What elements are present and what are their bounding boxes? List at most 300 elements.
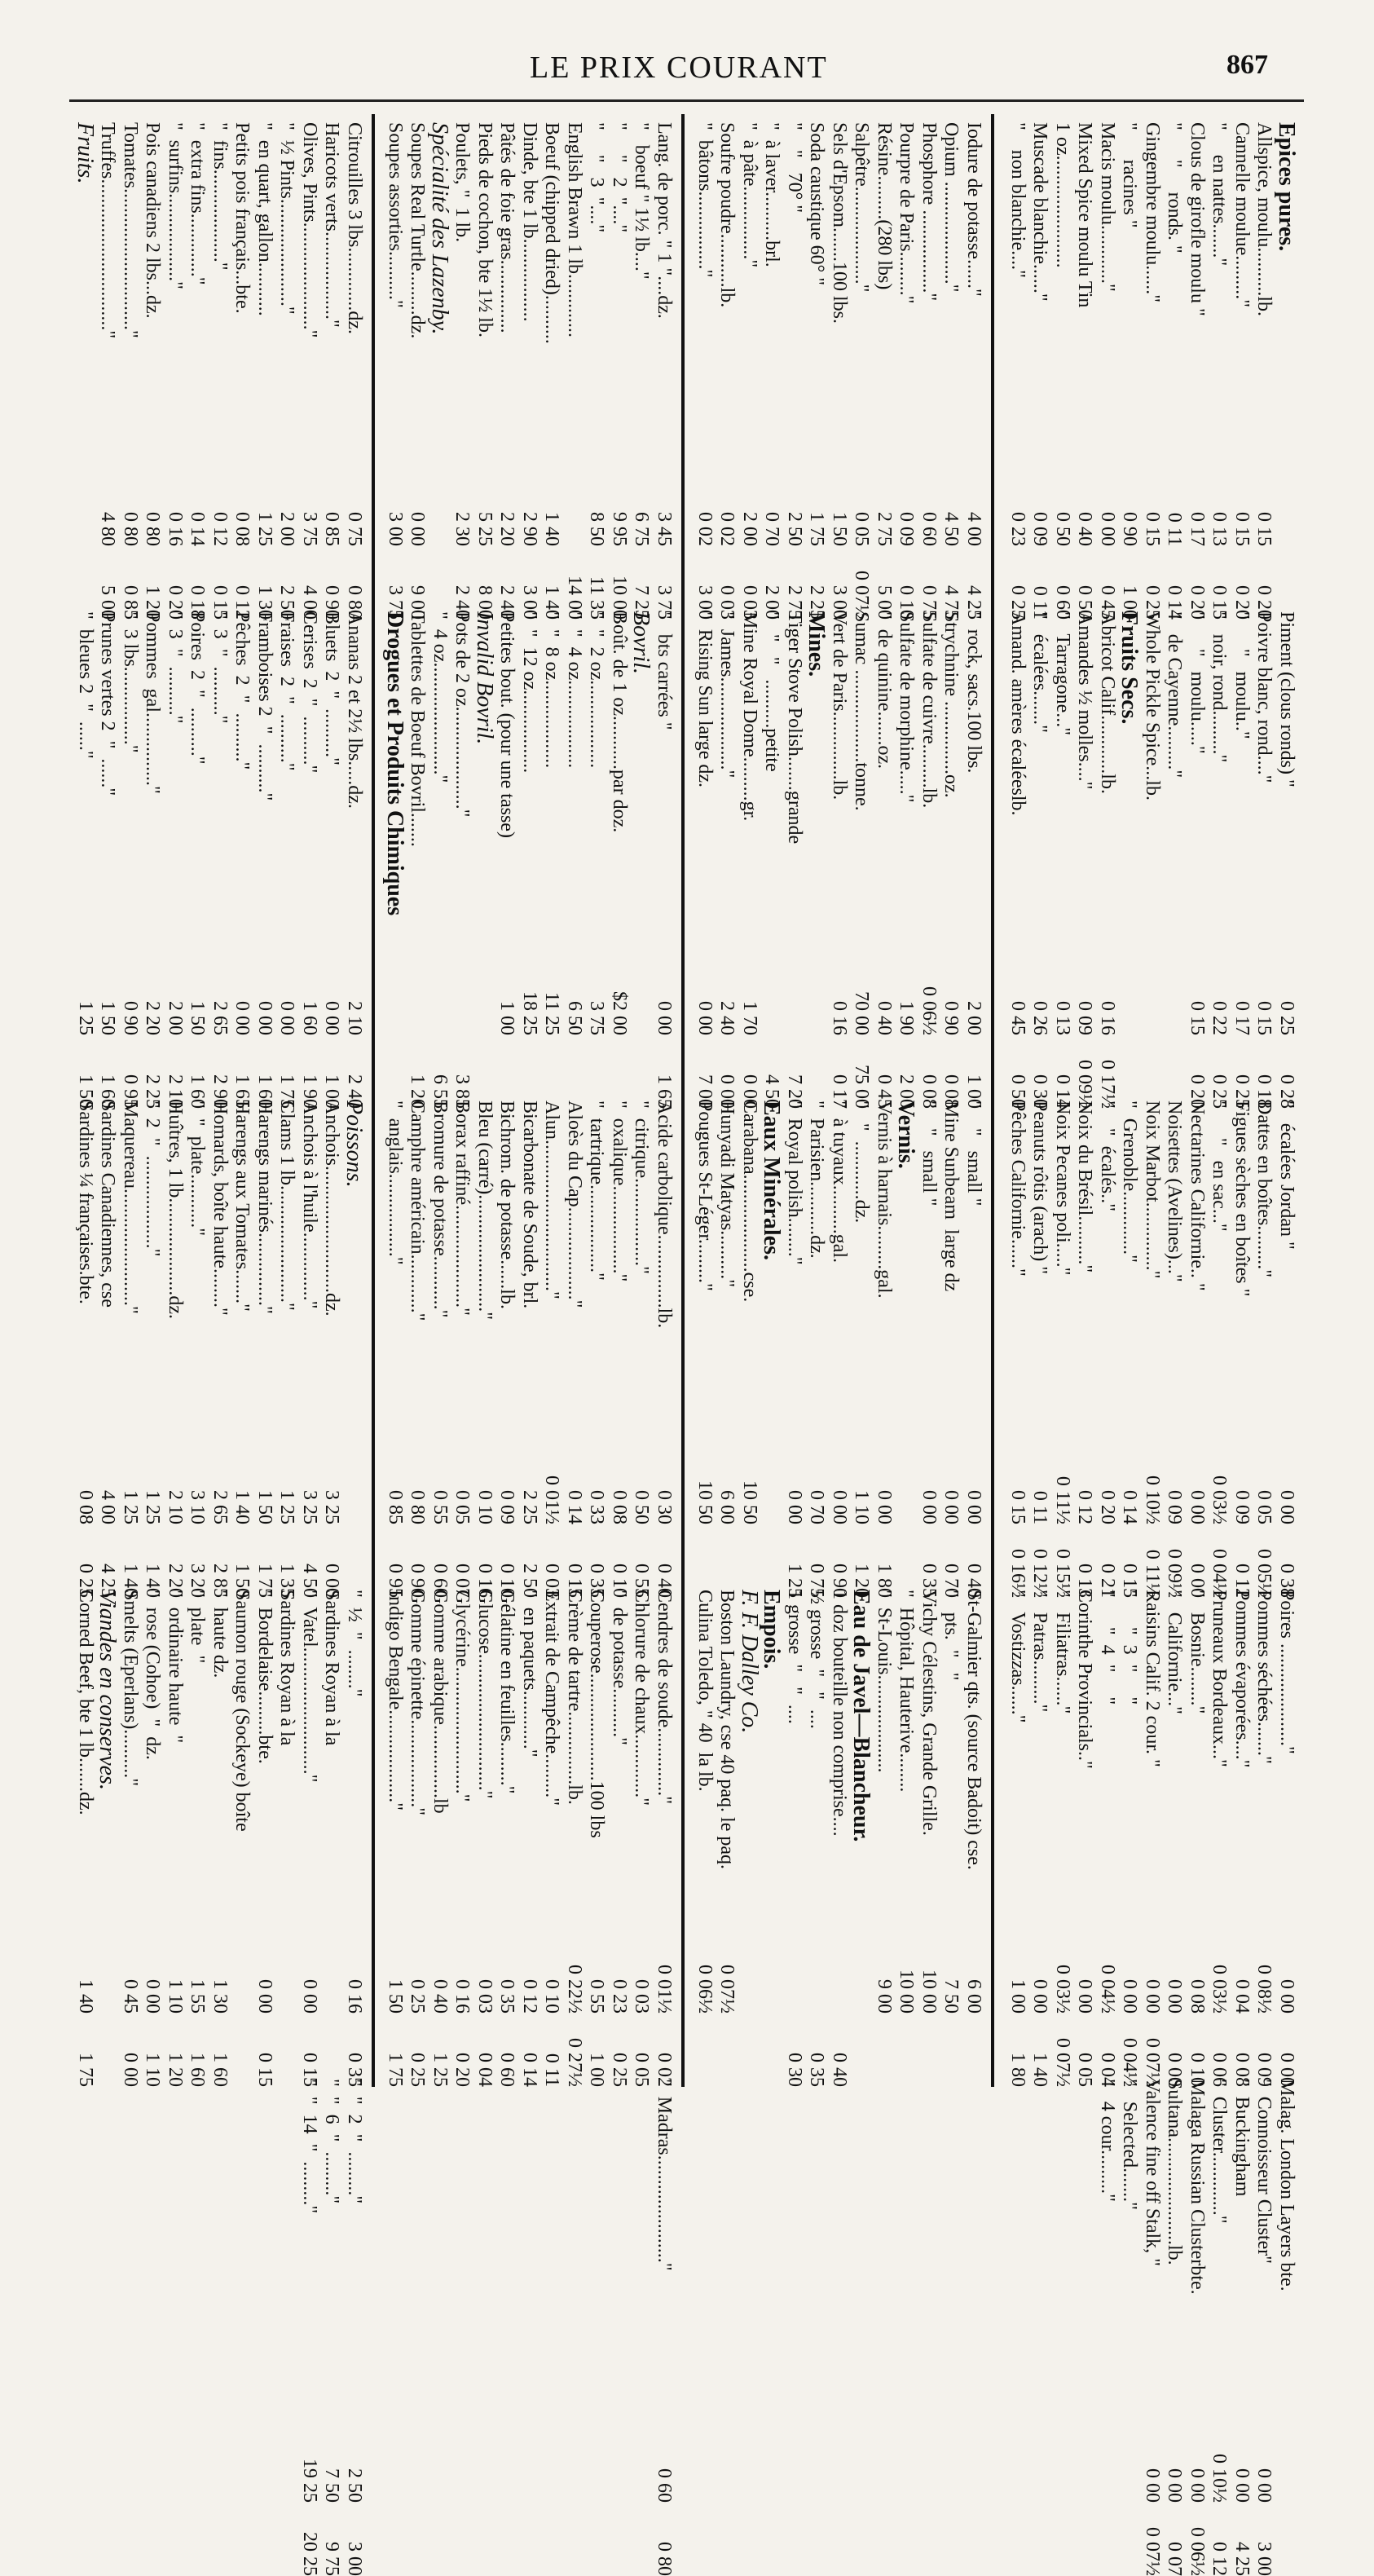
item-label: " Selected.......": [1119, 2079, 1141, 2210]
price-low: 0 08: [609, 1490, 630, 1524]
item-label: " " small ": [963, 1101, 984, 1206]
item-label: Vichy Célestins, Grande Grille.: [918, 1590, 940, 1836]
price-high: 2 25: [806, 585, 828, 620]
price-low: [563, 473, 586, 546]
item-label: " Royal polish........": [784, 1101, 805, 1265]
item-label: Dattes en boîtes.........": [1253, 1101, 1275, 1278]
price-high: 0 25: [1007, 585, 1028, 620]
item-label: Pommes évaporées....": [1231, 1590, 1253, 1768]
item-label: Sardines Canadiennes, cse: [97, 1101, 119, 1308]
price-high: 0 18: [187, 585, 209, 620]
price-low: 0 13: [1052, 1001, 1073, 1035]
price-low: 0 00: [874, 1490, 895, 1524]
price-low: [805, 1940, 828, 2014]
item-label: Pêches 2 " ..........": [231, 611, 253, 770]
price-low: 0 85: [321, 512, 343, 546]
price-band: [376, 114, 685, 2576]
price-high: [716, 2014, 738, 2087]
price-low: 6 00: [963, 1979, 984, 2014]
price-row: [563, 611, 586, 1109]
item-label: Opium .....................": [940, 122, 962, 293]
price-low: 0 55: [429, 1490, 451, 1524]
price-row: [540, 1590, 563, 2087]
item-label: Olives, Pints......................": [299, 122, 320, 338]
item-label: 1 grosse " " ....: [784, 1590, 805, 1724]
price-high: 1 90: [299, 1074, 320, 1109]
item-label: Alun...............................": [541, 1101, 563, 1299]
price-low: 1 50: [187, 1001, 209, 1035]
price-high: 0 17: [829, 1074, 850, 1109]
price-low: 0 17: [1187, 512, 1208, 546]
price-high: 0 15: [1209, 585, 1231, 620]
price-high: 0 08: [918, 1074, 940, 1109]
price-low: 0 00: [299, 1979, 320, 2014]
price-high: 1 00: [963, 1074, 984, 1109]
price-high: [940, 2014, 962, 2087]
item-label: " " ............dz.: [851, 1101, 873, 1224]
price-column: [384, 611, 676, 1109]
item-label: Glucose............................": [474, 1590, 495, 1799]
item-label: Amand. amères écaléeslb.: [1007, 611, 1028, 816]
price-high: 2 10: [165, 1074, 186, 1109]
price-high: [585, 1035, 608, 1109]
item-label: " surfins..................": [165, 122, 186, 289]
price-row: [1231, 2079, 1253, 2576]
price-low: 0 00: [940, 1490, 962, 1524]
price-low: 0 00: [1074, 1979, 1096, 2014]
price-row: [320, 1590, 343, 2087]
item-label: Pieds de cochon, bte 1½ lb.: [474, 122, 495, 337]
price-row: [1118, 122, 1141, 620]
price-row: [518, 1590, 541, 2087]
item-label: Sels d'Epsom.......100 lbs.: [829, 122, 850, 324]
price-row: [783, 122, 806, 620]
price-high: 0 20: [1231, 585, 1253, 620]
price-low: 4 80: [97, 512, 119, 546]
price-row: [1141, 611, 1164, 1109]
price-high: 0 16: [474, 1564, 495, 1598]
item-label: " boeuf " 1½ lb....": [631, 122, 653, 280]
price-high: 5 00: [874, 585, 895, 620]
price-low: [783, 1940, 806, 2014]
price-row: [1186, 611, 1209, 1109]
price-low: 0 08½: [1253, 1965, 1275, 2014]
price-row: [164, 1590, 187, 2087]
price-high: 6 55: [429, 1074, 451, 1109]
price-row: [1275, 1101, 1298, 1598]
price-low: 0 02: [694, 512, 716, 546]
price-low: 0 20: [1097, 1490, 1118, 1524]
price-row: [1163, 2079, 1186, 2576]
item-label: Raisins Calif. 2 cour. ": [1142, 1590, 1163, 1767]
price-low: 6 75: [631, 512, 653, 546]
price-high: 5 00: [97, 585, 119, 620]
item-label: Pâtés de foie gras...............: [496, 122, 518, 333]
price-row: [275, 122, 298, 620]
price-high: 1 40: [1029, 2053, 1051, 2087]
price-row: [630, 1101, 653, 1598]
price-low: 2 00: [963, 1001, 984, 1035]
price-low: 0 00: [694, 1001, 716, 1035]
item-label: Boston Laundry, cse 40 paq. le paq.: [716, 1590, 738, 1870]
price-high: 0 25: [609, 2053, 630, 2087]
price-high: 8 00: [474, 585, 495, 620]
price-row: [343, 1590, 366, 2087]
price-row: [540, 611, 563, 1109]
price-high: 0 14: [1164, 585, 1186, 620]
item-label: Bichrom. de potasse......lb.: [496, 1101, 518, 1309]
price-high: [694, 2014, 716, 2087]
price-row: [962, 611, 985, 1109]
price-low: 0 00: [1097, 512, 1118, 546]
price-row: [451, 611, 473, 1109]
price-high: 20 25: [299, 2532, 320, 2576]
price-high: 1 40: [142, 1564, 164, 1598]
price-high: 1 25: [784, 1564, 805, 1598]
price-row: [1141, 1590, 1164, 2087]
price-low: 1 75: [806, 512, 828, 546]
price-high: 4 75: [940, 585, 962, 620]
price-high: 0 35: [806, 2053, 828, 2087]
price-row: [1141, 1101, 1164, 1598]
price-row: [231, 122, 253, 620]
price-low: 1 00: [496, 1001, 518, 1035]
price-high: 0 15½: [1052, 1549, 1073, 1598]
price-high: 1 75: [276, 1074, 298, 1109]
price-low: 1 25: [276, 1490, 298, 1524]
item-label: " Madras......................": [654, 2079, 675, 2271]
price-low: 0 04½: [1097, 1965, 1118, 2014]
item-label: " plate ": [187, 1590, 209, 1664]
price-band: [685, 114, 994, 2087]
price-row: [406, 611, 429, 1109]
price-high: 0 20: [451, 2053, 473, 2087]
price-row: [1028, 1590, 1051, 2087]
price-high: 0 25: [1142, 585, 1163, 620]
item-label: " " 3 "....": [586, 122, 608, 233]
price-low: 0 00: [1231, 2468, 1253, 2503]
header-rule: [69, 99, 1304, 102]
price-low: 0 15: [1142, 512, 1163, 546]
item-label: " extra fins.............": [187, 122, 209, 285]
price-row: [694, 1590, 716, 2087]
price-high: 0 28: [1276, 1074, 1297, 1109]
price-high: 0 08: [940, 1074, 962, 1109]
price-low: 1 10: [851, 1490, 873, 1524]
price-low: 0 90: [120, 1001, 141, 1035]
item-label: " " small ": [918, 1101, 940, 1206]
price-high: 0 15: [209, 585, 231, 620]
item-label: " " ronds. ": [1164, 122, 1186, 254]
price-row: [119, 1590, 142, 2087]
price-row: [563, 1590, 586, 2087]
price-high: 0 04½: [1209, 1549, 1231, 1598]
item-label: " 3 " ..........": [209, 611, 231, 724]
price-low: [1275, 2429, 1298, 2503]
price-row: [1253, 122, 1275, 620]
item-label: " écalées.......": [1029, 611, 1051, 733]
item-label: Soda caustique 60° ": [806, 122, 828, 286]
price-high: 10 00: [609, 576, 630, 620]
item-label: " " 4 oz..................: [564, 611, 585, 769]
price-row: [1028, 1101, 1051, 1598]
item-label: " 3 lbs................": [120, 611, 141, 753]
price-column: [653, 2079, 676, 2576]
price-row: [451, 122, 473, 620]
price-row: [563, 122, 586, 620]
price-row: [1028, 611, 1051, 1109]
price-low: 1 10: [165, 1979, 186, 2014]
price-low: 0 00: [1276, 1979, 1297, 2014]
price-high: 0 00: [739, 1074, 760, 1109]
price-column: [74, 1590, 366, 2087]
item-label: Sardines Royan à la: [276, 1590, 298, 1746]
price-low: 2 65: [209, 1490, 231, 1524]
item-label: Saumon rouge (Sockeye) boîte: [231, 1590, 253, 1832]
price-row: [96, 611, 119, 1109]
price-low: 2 00: [739, 512, 760, 546]
price-low: [1141, 962, 1164, 1035]
price-low: 0 12: [519, 1979, 540, 2014]
price-high: 0 80: [654, 2542, 675, 2576]
price-row: [873, 611, 896, 1109]
price-high: 0 15: [254, 2053, 275, 2087]
price-row: [298, 1101, 321, 1598]
price-row: [253, 611, 276, 1109]
price-row: [1253, 1101, 1275, 1598]
price-row: [275, 1101, 298, 1598]
price-row: [563, 1101, 586, 1598]
price-high: 3 00: [829, 585, 850, 620]
price-low: 0 00: [231, 1001, 253, 1035]
price-low: 0 16: [344, 1979, 365, 2014]
item-label: Piment (clous ronds) ": [1276, 611, 1297, 787]
price-high: 0 11½: [1142, 1549, 1163, 1598]
price-low: 19 25: [299, 2459, 320, 2503]
item-label: Framboises 2 " ..........": [254, 611, 275, 801]
price-row: [1096, 1590, 1119, 2087]
price-row: [694, 1101, 716, 1598]
price-row: [805, 1101, 828, 1598]
item-label: Abricot Calif............lb.: [1097, 611, 1118, 794]
price-low: 0 40: [874, 1001, 895, 1035]
item-label: " écalées Jordan ": [1276, 1101, 1297, 1250]
price-high: 0 16½: [1007, 1549, 1028, 1598]
price-high: [563, 1035, 586, 1109]
price-high: 0 50: [1007, 1074, 1028, 1109]
section-heading: [850, 1590, 873, 2087]
price-high: 0 12: [231, 585, 253, 620]
price-row: [141, 611, 164, 1109]
item-label: " ordinaire haute ": [165, 1590, 186, 1744]
price-row: [141, 1590, 164, 2087]
price-high: [716, 1524, 738, 1598]
price-row: [760, 122, 783, 620]
price-row: [1253, 611, 1275, 1109]
price-row: [384, 122, 407, 620]
price-high: 1 60: [187, 2053, 209, 2087]
item-label: Petits pois français...bte.: [231, 122, 253, 314]
section-heading: [805, 611, 828, 1109]
price-row: [738, 1101, 761, 1598]
item-label: Dinde, bte 1 lb.................: [519, 122, 540, 322]
price-high: 1 75: [385, 2053, 406, 2087]
item-label: Culina Toledo, " 40 la lb.: [694, 1590, 716, 1792]
price-row: [918, 1590, 940, 2087]
price-low: 1 25: [75, 1001, 96, 1035]
price-high: 0 75: [806, 1564, 828, 1598]
price-low: 4 50: [940, 512, 962, 546]
price-row: [783, 1101, 806, 1598]
price-row: [716, 1590, 738, 2087]
price-row: [406, 1101, 429, 1598]
item-label: Eau de Javel—Blancheur.: [848, 1590, 874, 1842]
item-label: " " écalés..": [1097, 1101, 1118, 1212]
price-low: [231, 1940, 253, 2014]
item-label: " bâtons................": [694, 122, 716, 278]
price-low: 0 45: [120, 1979, 141, 2014]
item-label: Gomme épinette..................": [407, 1590, 429, 1816]
item-label: Malaga Russian Clusterbte.: [1187, 2079, 1208, 2295]
price-low: 0 10: [541, 1979, 563, 2014]
item-label: Bluets 2 " ..........": [321, 611, 343, 765]
price-low: 3 10: [187, 1490, 209, 1524]
price-low: 0 09: [496, 1490, 518, 1524]
item-label: " " 70° ": [784, 122, 805, 213]
price-low: 0 03½: [1209, 1475, 1231, 1524]
price-column: [384, 1101, 676, 1598]
item-label: " à laver..........brl.: [761, 122, 783, 267]
price-high: 0 02: [654, 2053, 675, 2087]
price-row: [74, 611, 97, 1109]
price-low: 0 23: [1007, 512, 1028, 546]
price-row: [828, 1101, 851, 1598]
price-high: 0 05: [631, 2053, 653, 2087]
price-low: 3 75: [586, 1001, 608, 1035]
price-low: 0 03: [631, 1979, 653, 2014]
price-column: [1006, 1101, 1298, 1598]
price-low: 1 30: [209, 1979, 231, 2014]
price-low: 0 15: [1187, 1001, 1208, 1035]
item-label: Pourpre de Paris.........": [896, 122, 918, 304]
item-label: Mine Royal Dome.........gr.: [739, 611, 760, 822]
item-label: Boût. de 1 oz...........par doz.: [609, 611, 630, 833]
price-row: [1231, 1101, 1253, 1598]
price-low: 0 00: [254, 1001, 275, 1035]
price-high: 2 25: [142, 1074, 164, 1109]
item-label: Poissons.: [341, 1101, 367, 1188]
item-label: " Cluster.............": [1209, 2079, 1231, 2224]
price-high: 0 45: [874, 1074, 895, 1109]
price-row: [473, 1590, 496, 2087]
price-high: 1 20: [142, 585, 164, 620]
price-low: 0 09: [1074, 1001, 1096, 1035]
item-label: " de quinine.......oz.: [874, 611, 895, 770]
item-label: " " 4 " ": [1097, 1590, 1118, 1705]
price-high: 0 30: [784, 2053, 805, 2087]
price-row: [275, 1590, 298, 2087]
item-label: Pots de 2 oz.....................": [451, 611, 473, 818]
price-row: [1073, 611, 1096, 1109]
price-row: [805, 1590, 828, 2087]
item-label: " pts. " ": [940, 1590, 962, 1681]
price-row: [653, 1101, 676, 1598]
price-high: 0 15: [1119, 1564, 1141, 1598]
price-high: 1 20: [407, 1074, 429, 1109]
item-label: " anglais.................": [385, 1101, 406, 1265]
item-label: Crème de tartre...............lb.: [564, 1590, 585, 1805]
price-row: [1006, 122, 1029, 620]
price-row: [1006, 611, 1029, 1109]
price-row: [895, 1590, 918, 2087]
item-label: Cannelle moulue.........": [1231, 122, 1253, 308]
price-row: [209, 1590, 231, 2087]
price-high: 0 07½: [1052, 2038, 1073, 2087]
price-high: 0 40: [654, 1564, 675, 1598]
price-high: 0 55: [631, 1564, 653, 1598]
price-high: 0 60: [429, 1564, 451, 1598]
item-label: Noisettes (Avelines)...": [1164, 1101, 1186, 1282]
item-label: Mixed Spice moulu Tin: [1074, 122, 1096, 308]
item-label: Pougues St-Léger.........": [694, 1101, 716, 1291]
price-high: [1118, 2503, 1141, 2576]
item-label: Fruits Secs.: [1116, 611, 1143, 725]
section-heading: [74, 122, 97, 620]
price-high: 1 00: [1119, 585, 1141, 620]
price-low: 8 50: [586, 512, 608, 546]
price-low: 4 00: [97, 1490, 119, 1524]
item-label: " fins...................": [209, 122, 231, 271]
price-row: [895, 611, 918, 1109]
price-high: 4 25: [963, 585, 984, 620]
price-row: [298, 1590, 321, 2087]
item-label: " à tuyaux..........gal.: [829, 1101, 850, 1264]
item-label: Bovril.: [628, 611, 654, 674]
item-label: Clams 1 lb........................": [276, 1101, 298, 1311]
item-label: " Tarragone...": [1052, 611, 1073, 736]
price-row: [429, 1101, 451, 1598]
price-low: 3 00: [385, 512, 406, 546]
price-high: 0 60: [496, 2053, 518, 2087]
price-row: [1163, 122, 1186, 620]
item-label: " 3 " ..........": [165, 611, 186, 724]
price-low: 1 25: [120, 1490, 141, 1524]
price-row: [608, 611, 631, 1109]
price-high: 0 00: [716, 1074, 738, 1109]
price-high: 4 00: [299, 585, 320, 620]
price-band: [66, 114, 375, 2576]
price-low: 2 10: [165, 1490, 186, 1524]
price-row: [209, 122, 231, 620]
price-high: 0 10: [609, 1564, 630, 1598]
price-column: [694, 1590, 985, 2087]
price-row: [141, 1101, 164, 1598]
price-row: [518, 611, 541, 1109]
price-low: 9 00: [874, 1979, 895, 2014]
price-column: [298, 2079, 366, 2576]
item-label: Fraises 2 " ..........": [276, 611, 298, 771]
item-label: Tablettes de Boeuf Bovril.......: [407, 611, 429, 847]
price-low: 2 00: [165, 1001, 186, 1035]
price-low: 0 03: [474, 1979, 495, 2014]
item-label: ½ grosse " " ....: [806, 1590, 828, 1729]
price-low: 0 35: [496, 1979, 518, 2014]
item-label: Iodure de potasse......": [963, 122, 984, 297]
price-low: 0 70: [806, 1490, 828, 1524]
price-low: 0 90: [1119, 512, 1141, 546]
price-low: 10 00: [896, 1969, 918, 2014]
item-label: Résine.........(280 lbs): [874, 122, 895, 290]
